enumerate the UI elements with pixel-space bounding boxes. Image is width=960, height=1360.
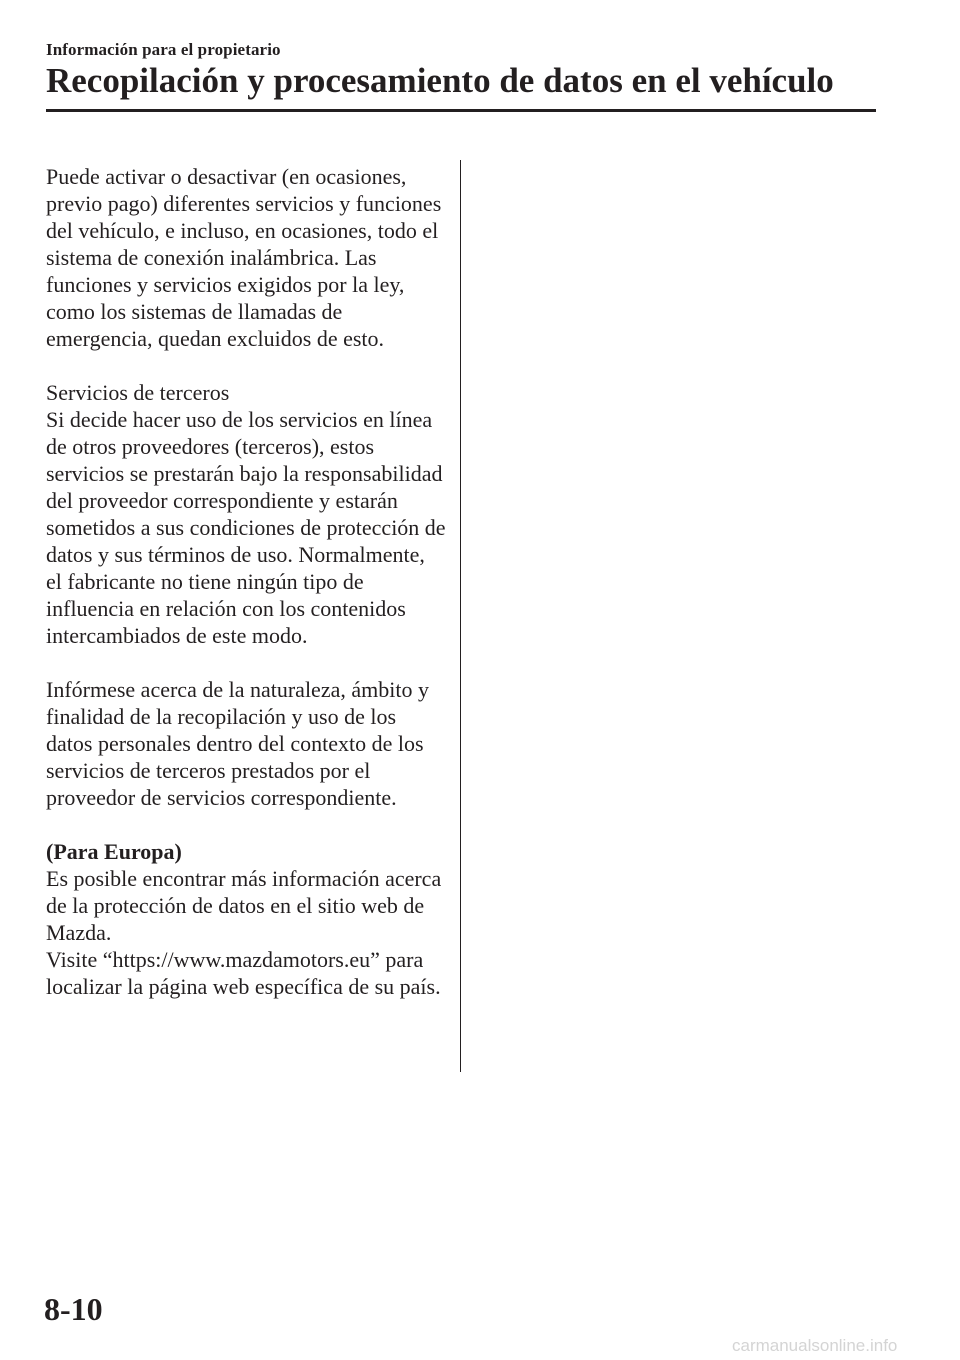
content-column xyxy=(46,163,446,1000)
paragraph-more-info: Es posible encontrar más información acerca de la protección de datos en el sitio web de Mazda. xyxy=(46,866,442,945)
watermark: carmanualsonline.info xyxy=(732,1336,898,1355)
column-rule xyxy=(460,160,461,1072)
paragraph-activation: Puede activar o desactivar (en ocasiones, previo pago) diferentes servicios y funciones del vehículo, e incluso, en ocasiones, todo el sistema de conexión inalámbrica. Las funciones y servicios exigidos por la ley, como los sistemas de llamadas de emergencia, quedan excluidos de esto. xyxy=(46,164,442,351)
header-rule xyxy=(46,109,876,112)
europe-heading: (Para Europa) xyxy=(46,839,182,864)
paragraph-visit-website: Visite “https://www.mazdamotors.eu” para localizar la página web específica de su país. xyxy=(46,947,441,999)
section-label: Información para el propietario xyxy=(46,40,281,59)
paragraph-third-party-services: Si decide hacer uso de los servicios en línea de otros proveedores (terceros), estos servicios se prestarán bajo la responsabilidad del proveedor correspondiente y estarán sometidos a sus condiciones de protección de datos y sus términos de uso. Normalmente, el fabricante no tiene ningún tipo de influencia en relación con los contenidos intercambiados de este modo. xyxy=(46,407,446,648)
paragraph-personal-data: Infórmese acerca de la naturaleza, ámbito y finalidad de la recopilación y uso de los datos personales dentro del contexto de los servicios de terceros prestados por el proveedor de servicios correspondiente. xyxy=(46,677,429,810)
third-party-heading: Servicios de terceros xyxy=(46,380,230,405)
page-number: 8-10 xyxy=(44,1291,103,1327)
chapter-title: Recopilación y procesamiento de datos en el vehículo xyxy=(46,61,834,100)
